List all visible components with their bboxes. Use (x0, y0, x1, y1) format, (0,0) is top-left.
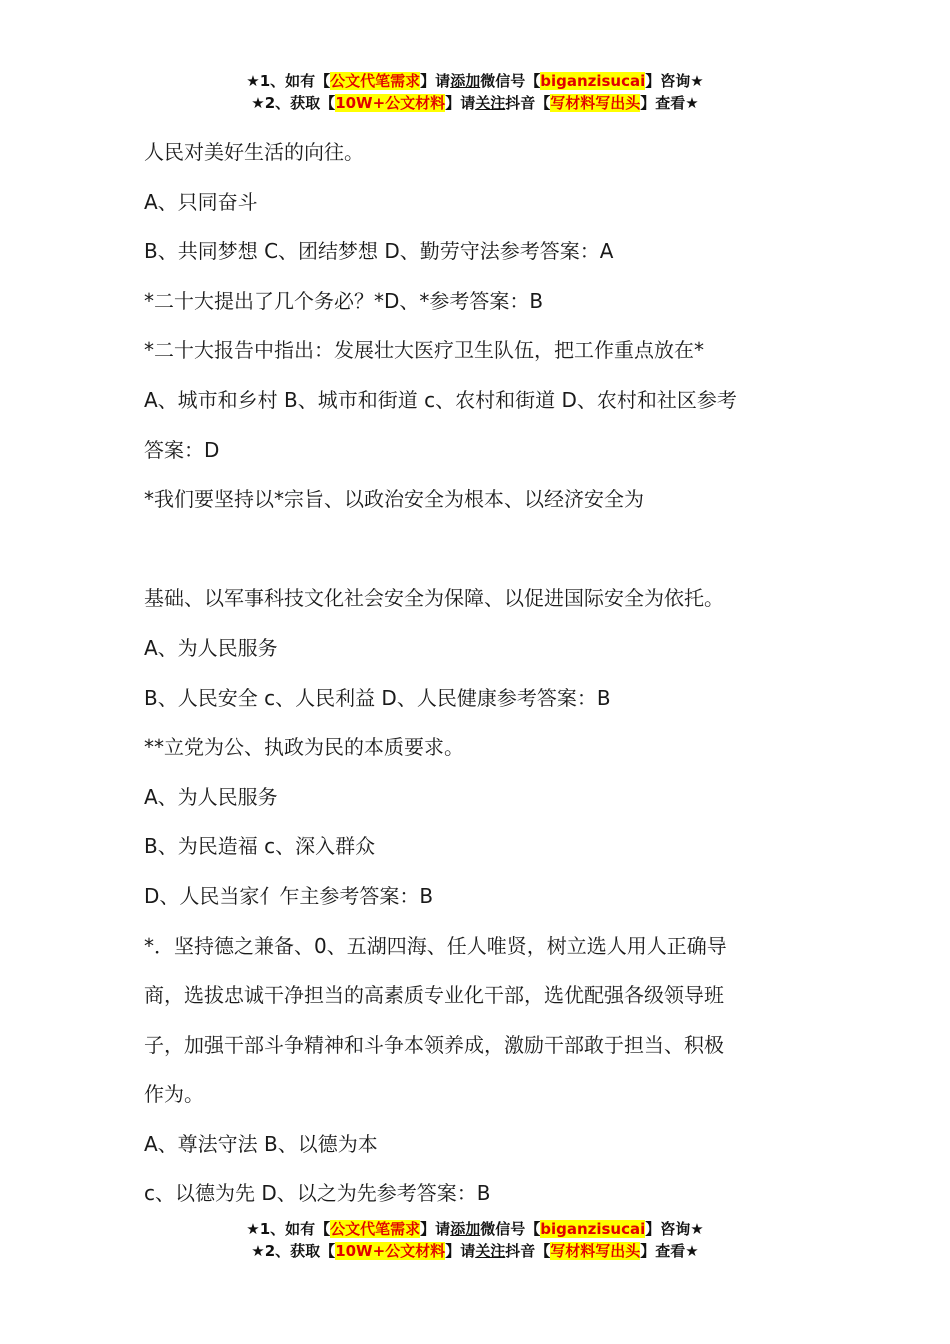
banner-text: 抖音【 (505, 94, 551, 112)
banner-text: 】查看★ (640, 1242, 699, 1260)
banner-text: 】请 (420, 1220, 451, 1238)
text-line: B、人民安全 c、人民利益 D、人民健康参考答案：B (144, 685, 611, 710)
banner-line-2 (0, 1240, 950, 1262)
highlight-douyin-account: 写材料写出头 (550, 94, 641, 112)
text-line: *我们要坚持以*宗旨、以政治安全为根本、以经济安全为 (144, 487, 644, 512)
banner-text: ★1、如有【 (246, 72, 331, 90)
header-banner (0, 70, 950, 114)
highlight-service: 公文代笔需求 (330, 1220, 421, 1238)
banner-text: ★2、获取【 (251, 1242, 336, 1260)
highlight-douyin-account: 写材料写出头 (550, 1242, 641, 1260)
highlight-materials: 10W+公文材料 (335, 1242, 446, 1260)
banner-text: 微信号【 (480, 72, 541, 90)
banner-text: ★1、如有【 (246, 1220, 331, 1238)
banner-line-1 (0, 70, 950, 92)
text-line: B、共同梦想 C、团结梦想 D、勤劳守法参考答案：A (144, 239, 614, 264)
highlight-service: 公文代笔需求 (330, 72, 421, 90)
text-line: *．坚持德之兼备、0、五湖四海、任人唯贤，树立选人用人正确导 (144, 933, 727, 958)
text-line: *二十大提出了几个务必？*D、*参考答案：B (144, 288, 544, 313)
text-line: 答案：D (144, 437, 220, 462)
text-line: A、尊法守法 B、以德为本 (144, 1131, 378, 1156)
text-line: 商，选拔忠诚干净担当的高素质专业化干部，选优配强各级领导班 (144, 983, 724, 1008)
banner-text: ★2、获取【 (251, 94, 336, 112)
text-line: B、为民造福 c、深入群众 (144, 834, 376, 859)
banner-emphasis: 添加 (450, 1220, 481, 1238)
banner-line-1 (0, 1218, 950, 1240)
highlight-wechat-id: biganzisucai (540, 72, 646, 90)
text-line: 人民对美好生活的向往。 (144, 140, 364, 164)
text-line: 子，加强干部斗争精神和斗争本领养成，激励干部敢于担当、积极 (144, 1032, 724, 1057)
text-line: A、为人民服务 (144, 784, 278, 809)
banner-text: 抖音【 (505, 1242, 551, 1260)
text-line: 作为。 (144, 1082, 204, 1107)
banner-emphasis: 添加 (450, 72, 481, 90)
banner-line-2 (0, 92, 950, 114)
text-line: *二十大报告中指出：发展壮大医疗卫生队伍，把工作重点放在* (144, 338, 704, 363)
banner-text: 微信号【 (480, 1220, 541, 1238)
text-line: 基础、以军事科技文化社会安全为保障、以促进国际安全为依托。 (144, 586, 724, 611)
text-line: D、人民当家亻乍主参考答案：B (144, 883, 434, 908)
footer-banner (0, 1218, 950, 1262)
banner-text: 】请 (420, 72, 451, 90)
text-line: A、为人民服务 (144, 635, 278, 660)
highlight-materials: 10W+公文材料 (335, 94, 446, 112)
document-body (144, 128, 814, 1219)
text-line: A、只同奋斗 (144, 189, 258, 214)
banner-emphasis: 关注 (475, 1242, 506, 1260)
text-line: **立党为公、执政为民的本质要求。 (144, 735, 464, 760)
text-line: A、城市和乡村 B、城市和街道 c、农村和街道 D、农村和社区参考 (144, 387, 737, 412)
highlight-wechat-id: biganzisucai (540, 1220, 646, 1238)
banner-text: 】请 (445, 94, 476, 112)
banner-emphasis: 关注 (475, 94, 506, 112)
banner-text: 】请 (445, 1242, 476, 1260)
banner-text: 】咨询★ (645, 1220, 704, 1238)
paragraph-gap (144, 525, 814, 575)
banner-text: 】查看★ (640, 94, 699, 112)
text-line: c、以德为先 D、以之为先参考答案：B (144, 1181, 491, 1206)
banner-text: 】咨询★ (645, 72, 704, 90)
